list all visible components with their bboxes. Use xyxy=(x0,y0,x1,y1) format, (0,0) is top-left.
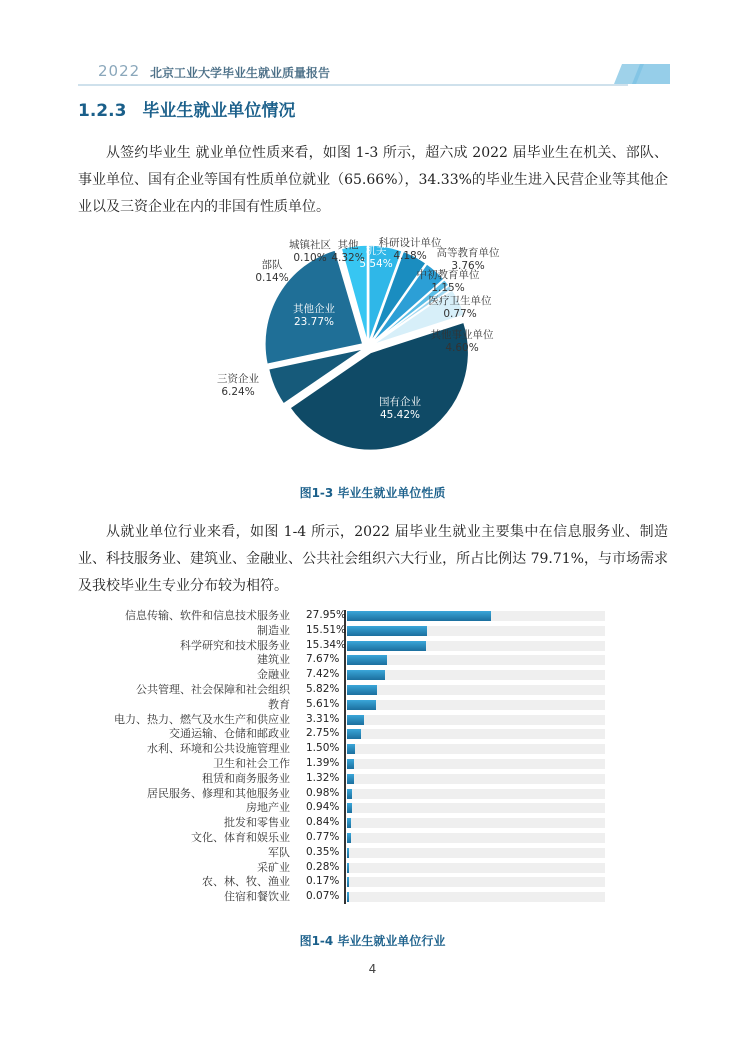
bar-category-label: 教育 xyxy=(268,697,290,711)
bar-value-label: 27.95% xyxy=(306,609,347,621)
bar-fill xyxy=(347,744,355,754)
bar-fill xyxy=(347,611,491,621)
bar-category-label: 居民服务、修理和其他服务业 xyxy=(147,786,290,800)
bar-fill xyxy=(347,818,351,828)
pie-label-name-10: 城镇社区 xyxy=(289,239,331,251)
bar-value-label: 7.42% xyxy=(306,668,340,681)
pie-label-name-2: 高等教育单位 xyxy=(436,247,500,259)
bar-fill xyxy=(347,685,377,695)
bar-row xyxy=(60,830,620,845)
section-title: 毕业生就业单位情况 xyxy=(142,101,296,121)
pie-label-name-0: 机关 xyxy=(365,245,387,257)
bar-track xyxy=(347,655,605,665)
bar-value-label: 0.35% xyxy=(306,845,340,858)
bar-row xyxy=(60,845,620,860)
bar-category-label: 金融业 xyxy=(257,668,290,682)
bar-value-label: 1.50% xyxy=(306,742,340,755)
bar-fill xyxy=(347,670,385,680)
bar-category-label: 卫生和社会工作 xyxy=(213,757,290,770)
bar-track xyxy=(347,877,605,887)
bar-value-label: 15.51% xyxy=(306,623,347,636)
bar-track xyxy=(347,700,605,710)
bar-value-label: 3.31% xyxy=(306,712,340,725)
bar-value-label: 5.82% xyxy=(306,683,340,695)
pie-label-name-6: 国有企业 xyxy=(379,396,421,408)
bar-fill xyxy=(347,655,387,665)
bar-track xyxy=(347,729,605,739)
pie-label-name-11: 其他 xyxy=(337,239,359,251)
pie-label-value-2: 3.76% xyxy=(451,260,485,272)
bar-fill xyxy=(347,641,426,651)
bar-fill xyxy=(347,759,354,769)
bar-fill xyxy=(347,626,427,636)
bar-track xyxy=(347,611,605,621)
bar-track xyxy=(347,863,605,873)
bar-value-label: 0.07% xyxy=(306,890,340,903)
section-number: 1.2.3 xyxy=(78,101,127,121)
bar-fill xyxy=(347,774,354,784)
bar-fill xyxy=(347,877,349,887)
pie-label-value-9: 0.14% xyxy=(255,272,289,284)
pie-label-name-8: 其他企业 xyxy=(293,303,335,315)
bar-track xyxy=(347,744,605,754)
section-heading xyxy=(78,96,295,121)
bar-category-label: 交通运输、仓储和邮政业 xyxy=(169,727,290,741)
bar-category-label: 批发和零售业 xyxy=(224,816,290,830)
bar-category-label: 建筑业 xyxy=(257,653,290,667)
bar-track xyxy=(347,818,605,828)
bar-row xyxy=(60,623,620,638)
bar-value-label: 0.98% xyxy=(306,786,340,799)
bar-fill xyxy=(347,803,352,813)
pie-label-value-8: 23.77% xyxy=(293,316,335,328)
paragraph-unit-industry: 从就业单位行业来看，如图 1-4 所示，2022 届毕业生就业主要集中在信息服务业、制造业、科技服务业、建筑业、金融业、公共社会组织六大行业，所占比例达 79.71%，与市场需求及我校毕业生专业分布较为相符。 xyxy=(78,524,668,594)
bar-track xyxy=(347,892,605,902)
bar-row xyxy=(60,726,620,741)
bar-category-label: 信息传输、软件和信息技术服务业 xyxy=(125,609,290,622)
bar-fill xyxy=(347,833,351,843)
bar-track xyxy=(347,789,605,799)
pie-label-name-5: 其他事业单位 xyxy=(430,329,494,341)
bar-category-label: 电力、热力、燃气及水生产和供应业 xyxy=(114,712,290,726)
bar-row xyxy=(60,667,620,682)
bar-row xyxy=(60,638,620,653)
bar-track xyxy=(347,670,605,680)
bar-chart-unit-industry xyxy=(60,608,620,908)
pie-chart-unit-nature xyxy=(200,232,550,452)
bar-value-label: 7.67% xyxy=(306,653,340,666)
paragraph-unit-nature: 从签约毕业生 就业单位性质来看，如图 1-3 所示，超六成 2022 届毕业生在机关、部队、事业单位、国有企业等国有性质单位就业（65.66%），34.33%的毕业生进入民营企业等其他企业以及三资企业在内的非国有性质单位。 xyxy=(78,145,668,215)
bar-fill xyxy=(347,715,364,725)
header-title: 北京工业大学毕业生就业质量报告 xyxy=(150,66,331,80)
bar-value-label: 0.77% xyxy=(306,831,340,843)
bar-row xyxy=(60,889,620,904)
header-decoration xyxy=(614,64,670,86)
pie-label-value-11: 4.32% xyxy=(331,252,365,264)
bar-row xyxy=(60,874,620,889)
bar-category-label: 公共管理、社会保障和社会组织 xyxy=(136,683,290,696)
bar-track xyxy=(347,641,605,651)
bar-row xyxy=(60,786,620,801)
bar-category-label: 水利、环境和公共设施管理业 xyxy=(147,742,290,756)
bar-category-label: 采矿业 xyxy=(257,860,290,874)
bar-fill xyxy=(347,789,352,799)
figure-caption-1-4: 图1-4 毕业生就业单位行业 xyxy=(299,934,446,948)
page-header xyxy=(78,60,668,86)
page-number: 4 xyxy=(368,962,377,976)
pie-label-value-7: 6.24% xyxy=(221,386,255,398)
bar-category-label: 科学研究和技术服务业 xyxy=(180,638,290,652)
pie-label-value-3: 1.15% xyxy=(431,282,465,294)
bar-row xyxy=(60,860,620,875)
bar-category-label: 住宿和餐饮业 xyxy=(224,890,290,904)
pie-label-value-4: 0.77% xyxy=(443,308,477,320)
pie-label-name-9: 部队 xyxy=(261,259,283,271)
bar-row xyxy=(60,712,620,727)
bar-value-label: 15.34% xyxy=(306,638,347,651)
bar-value-label: 0.28% xyxy=(306,860,340,873)
bar-track xyxy=(347,848,605,858)
bar-fill xyxy=(347,848,349,858)
bar-fill xyxy=(347,863,349,873)
bar-category-label: 文化、体育和娱乐业 xyxy=(191,831,290,844)
bar-track xyxy=(347,715,605,725)
bar-category-label: 租赁和商务服务业 xyxy=(202,771,290,785)
pie-label-name-7: 三资企业 xyxy=(217,373,259,385)
bar-fill xyxy=(347,892,349,902)
bar-category-label: 房地产业 xyxy=(246,801,290,815)
bar-track xyxy=(347,759,605,769)
bar-value-label: 1.32% xyxy=(306,771,340,784)
pie-label-value-10: 0.10% xyxy=(293,252,327,264)
pie-label-value-6: 45.42% xyxy=(379,409,421,421)
bar-track xyxy=(347,685,605,695)
bar-track xyxy=(347,803,605,813)
bar-row xyxy=(60,652,620,667)
bar-category-label: 农、林、牧、渔业 xyxy=(202,875,290,889)
bar-category-label: 制造业 xyxy=(257,623,290,637)
pie-label-value-5: 4.60% xyxy=(445,342,479,354)
bar-row xyxy=(60,741,620,756)
pie-label-value-0: 5.54% xyxy=(359,258,393,270)
bar-value-label: 0.17% xyxy=(306,875,340,888)
bar-row xyxy=(60,800,620,815)
header-year: 2022 xyxy=(98,62,141,80)
pie-label-value-1: 4.18% xyxy=(393,250,427,262)
bar-value-label: 1.39% xyxy=(306,757,340,769)
bar-row xyxy=(60,608,620,623)
bar-row xyxy=(60,815,620,830)
bar-track xyxy=(347,774,605,784)
bar-value-label: 5.61% xyxy=(306,697,340,710)
bar-row xyxy=(60,771,620,786)
pie-label-name-3: 中初教育单位 xyxy=(416,269,480,281)
bar-row xyxy=(60,697,620,712)
bar-track xyxy=(347,626,605,636)
bar-value-label: 0.94% xyxy=(306,801,340,814)
bar-value-label: 2.75% xyxy=(306,727,340,740)
bar-row xyxy=(60,756,620,771)
bar-fill xyxy=(347,700,376,710)
bar-category-label: 军队 xyxy=(268,845,290,859)
header-rule xyxy=(78,84,628,86)
bar-track xyxy=(347,833,605,843)
pie-label-name-1: 科研设计单位 xyxy=(378,237,442,249)
bar-fill xyxy=(347,729,361,739)
pie-label-name-4: 医疗卫生单位 xyxy=(428,295,492,307)
bar-row xyxy=(60,682,620,697)
bar-value-label: 0.84% xyxy=(306,816,340,829)
figure-caption-1-3: 图1-3 毕业生就业单位性质 xyxy=(299,486,446,500)
